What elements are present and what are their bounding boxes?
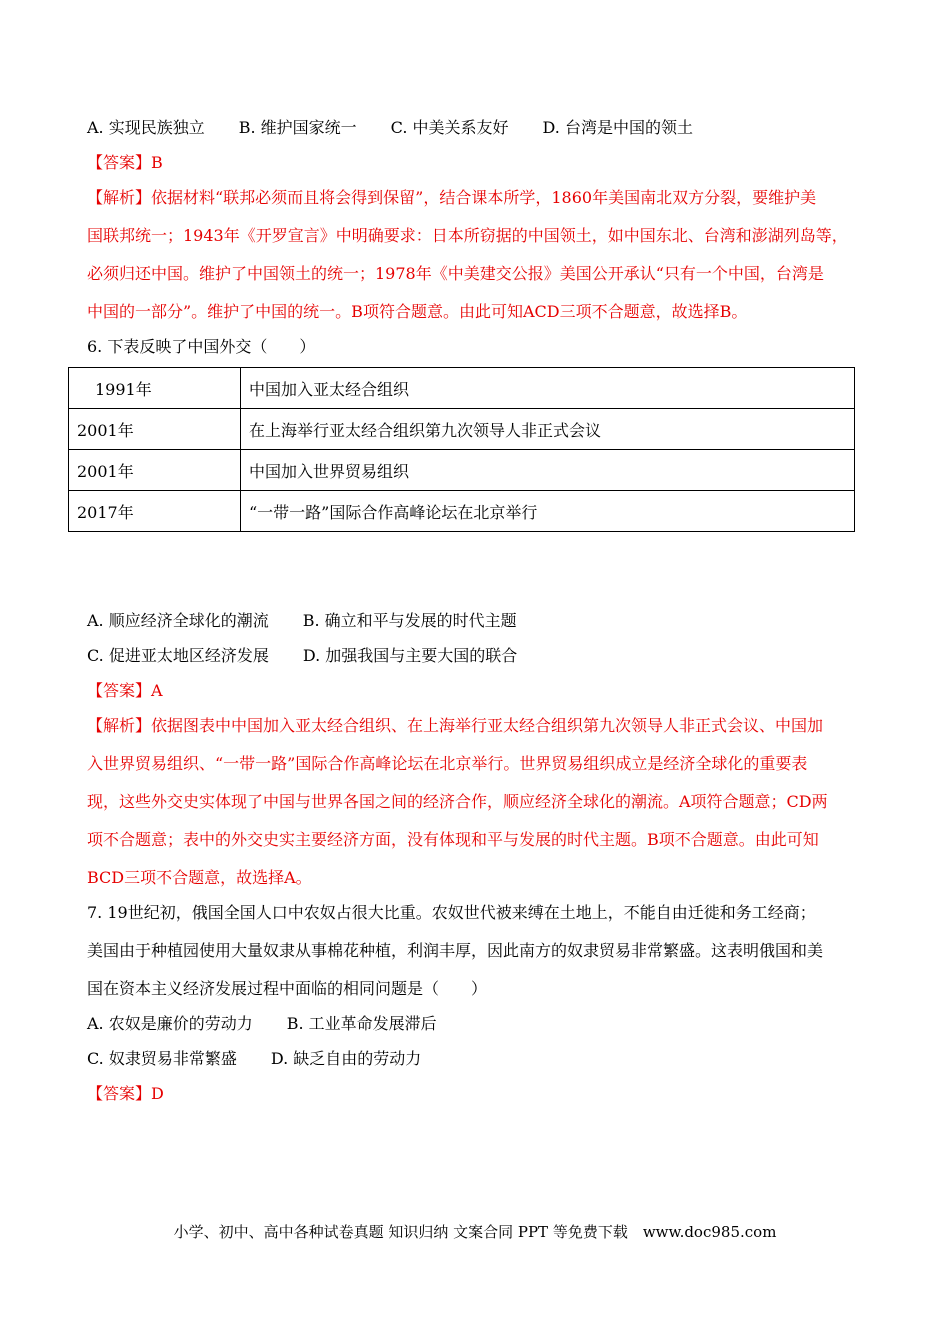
q6-options-row-2	[87, 646, 517, 666]
table-cell-event: 中国加入世界贸易组织	[241, 450, 855, 491]
q6-analysis-line: 现，这些外交史实体现了中国与世界各国之间的经济合作，顺应经济全球化的潮流。A项符合题意；CD两	[87, 792, 828, 811]
q6-option-c: C. 促进亚太地区经济发展	[87, 646, 269, 665]
q5-option-c: C. 中美关系友好	[390, 118, 509, 137]
q5-answer: 【答案】B	[87, 153, 163, 172]
q5-option-d: D. 台湾是中国的领土	[542, 118, 693, 137]
q5-analysis-line: 国联邦统一；1943年《开罗宣言》中明确要求：日本所窃据的中国领土，如中国东北、台湾和澎湖列岛等，	[87, 226, 848, 245]
table-cell-event: 在上海举行亚太经合组织第九次领导人非正式会议	[241, 409, 855, 450]
q5-analysis-line: 必须归还中国。维护了中国领土的统一；1978年《中美建交公报》美国公开承认“只有一个中国，台湾是	[87, 264, 824, 283]
page-footer: 小学、初中、高中各种试卷真题 知识归纳 文案合同 PPT 等免费下载 www.doc985.com	[173, 1223, 777, 1241]
q6-table	[68, 367, 855, 532]
table-row	[69, 450, 855, 491]
q6-option-a: A. 顺应经济全球化的潮流	[87, 611, 269, 630]
q7-option-d: D. 缺乏自由的劳动力	[270, 1049, 422, 1068]
table-cell-event: 中国加入亚太经合组织	[241, 368, 855, 409]
q5-analysis-line: 【解析】依据材料“联邦必须而且将会得到保留”，结合课本所学，1860年美国南北双方分裂，要维护美	[87, 188, 817, 207]
table-cell-year: 1991年	[69, 368, 241, 409]
q6-analysis-line: BCD三项不合题意，故选择A。	[87, 868, 312, 887]
q6-analysis-line: 【解析】依据图表中中国加入亚太经合组织、在上海举行亚太经合组织第九次领导人非正式会议、中国加	[87, 716, 824, 735]
q5-analysis-line: 中国的一部分”。维护了中国的统一。B项符合题意。由此可知ACD三项不合题意，故选择B。	[87, 302, 748, 321]
table-cell-year: 2001年	[69, 409, 241, 450]
q7-options-row-2	[87, 1049, 421, 1069]
table-cell-event: “一带一路”国际合作高峰论坛在北京举行	[241, 491, 855, 532]
q6-stem: 6. 下表反映了中国外交（ ）	[87, 337, 316, 356]
q5-option-a: A. 实现民族独立	[87, 118, 205, 137]
q7-stem-line: 美国由于种植园使用大量奴隶从事棉花种植，利润丰厚，因此南方的奴隶贸易非常繁盛。这表明俄国和美	[87, 941, 824, 960]
q7-options-row-1	[87, 1014, 437, 1034]
q7-option-a: A. 农奴是廉价的劳动力	[87, 1014, 253, 1033]
q5-options	[87, 118, 693, 138]
q6-options-row-1	[87, 611, 517, 631]
q7-answer: 【答案】D	[87, 1084, 164, 1103]
q7-option-c: C. 奴隶贸易非常繁盛	[87, 1049, 237, 1068]
q6-option-b: B. 确立和平与发展的时代主题	[302, 611, 517, 630]
q7-option-b: B. 工业革命发展滞后	[286, 1014, 437, 1033]
q6-option-d: D. 加强我国与主要大国的联合	[302, 646, 518, 665]
q6-answer: 【答案】A	[87, 681, 163, 700]
table-cell-year: 2017年	[69, 491, 241, 532]
q6-analysis-line: 项不合题意；表中的外交史实主要经济方面，没有体现和平与发展的时代主题。B项不合题意。由此可知	[87, 830, 819, 849]
q5-option-b: B. 维护国家统一	[238, 118, 357, 137]
table-row	[69, 409, 855, 450]
table-row	[69, 368, 855, 409]
q6-analysis-line: 入世界贸易组织、“一带一路”国际合作高峰论坛在北京举行。世界贸易组织成立是经济全球化的重要表	[87, 754, 808, 773]
table-row	[69, 491, 855, 532]
q7-stem-line: 7. 19世纪初，俄国全国人口中农奴占很大比重。农奴世代被来缚在土地上，不能自由迁徙和务工经商；	[87, 903, 816, 922]
q7-stem-line: 国在资本主义经济发展过程中面临的相同问题是（ ）	[87, 979, 488, 998]
table-cell-year: 2001年	[69, 450, 241, 491]
